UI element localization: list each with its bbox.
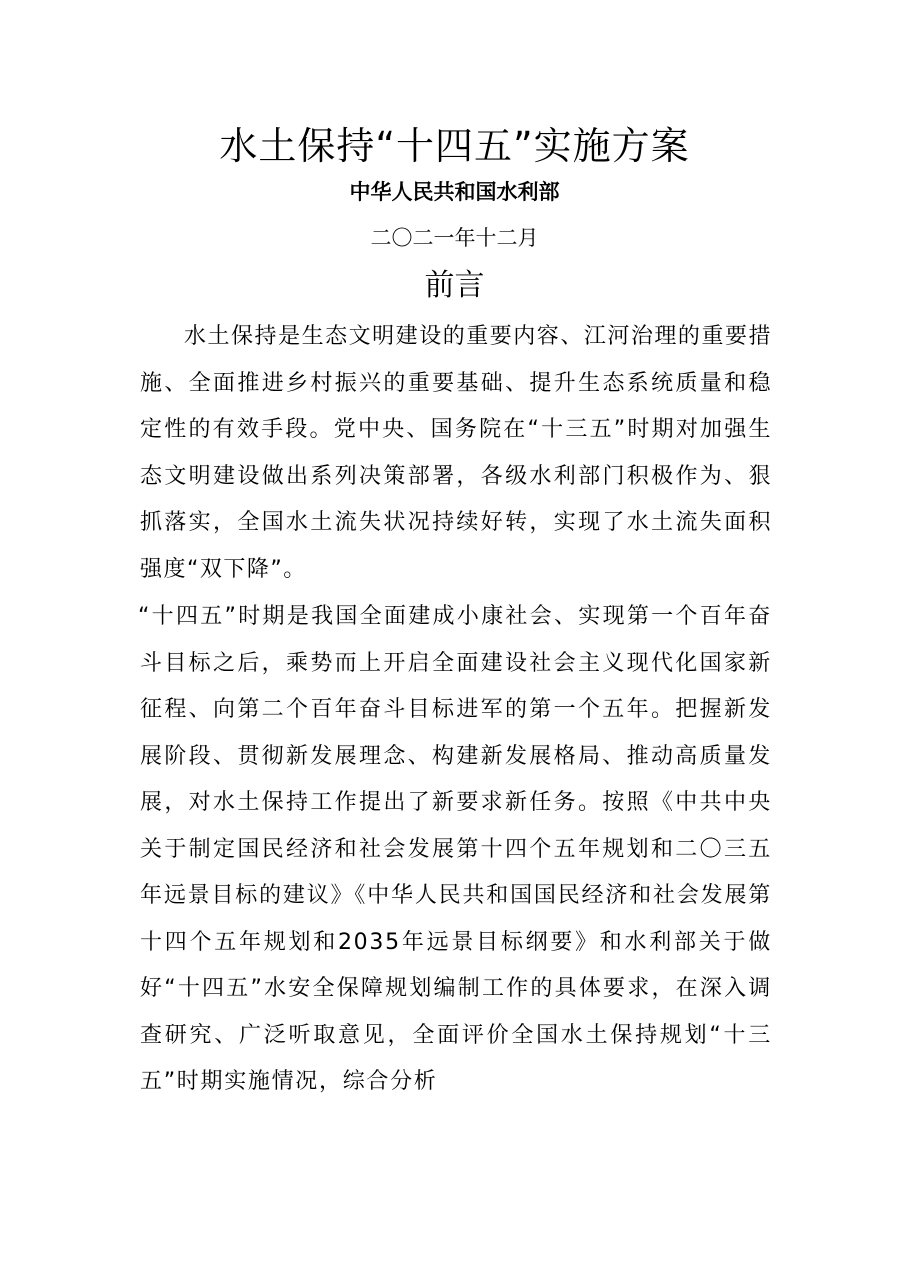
- issuing-organization: 中华人民共和国水利部: [349, 180, 560, 204]
- body-paragraph: “十四五”时期是我国全面建成小康社会、实现第一个百年奋斗目标之后，乘势而上开启全面建设社会主义现代化国家新征程、向第二个百年奋斗目标进军的第一个五年。把握新发展阶段、贯彻新发展理念、构建新发展格局、推动高质量发展，对水土保持工作提出了新要求新任务。按照《中共中央关于制定国民经济和社会发展第十四个五年规划和二〇三五年远景目标的建议》《中华人民共和国国民经济和社会发展第十四个五年规划和2035年远景目标纲要》和水利部关于做好“十四五”水安全保障规划编制工作的具体要求，在深入调查研究、广泛听取意见，全面评价全国水土保持规划“十三五”时期实施情况，综合分析: [138, 604, 772, 1094]
- issue-date: 二〇二一年十二月: [370, 226, 539, 250]
- body-paragraph: 水土保持是生态文明建设的重要内容、江河治理的重要措施、全面推进乡村振兴的重要基础、提升生态系统质量和稳定性的有效手段。党中央、国务院在“十三五”时期对加强生态文明建设做出系列决策部署，各级水利部门积极作为、狠抓落实，全国水土流失状况持续好转，实现了水土流失面积强度“双下降”。: [140, 324, 772, 582]
- document-title: 水土保持“十四五”实施方案: [219, 124, 690, 168]
- section-heading: 前言: [424, 268, 485, 303]
